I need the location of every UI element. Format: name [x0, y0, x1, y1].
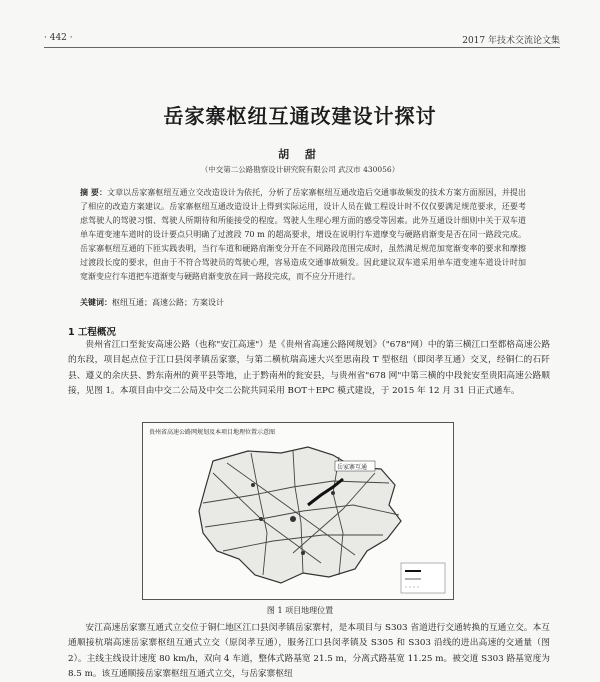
section-heading: 1 工程概况 [68, 327, 116, 338]
location-map-figure [142, 422, 454, 600]
route-label: 岳家寨互通 [337, 464, 368, 471]
article-title: 岳家寨枢纽互通改建设计探讨 [163, 104, 437, 128]
map-legend [401, 563, 445, 593]
abstract-label: 摘 要： [80, 188, 108, 197]
author-name: 胡 甜 [278, 148, 322, 161]
keywords-label: 关键词： [80, 297, 112, 307]
abstract-text: 文章以岳家寨枢纽互通立交改造设计为依托，分析了岳家寨枢纽互通改造后交通事故频发的技术方案方面原因，并提出了相应的改造方案建议。岳家寨枢纽互通改造设计上得到实际运用，设计人员在做工程设计时不仅仅要满足规范要求，还要考虑驾驶人的驾驶习惯、驾驶人所期待和所能接受的程度。驾驶人生理心理方面的感受等因素。此外互通设计细则中关于双车道单车道变速车道时的设计要点只明确了过渡段 70 m 的超高要求，增设在说明行车道摩变与硬路肩渐变是否在同一路段完成。岳家寨枢纽互通的下匝实践表明，当行车道和硬路肩渐变分开在不同路段范围完成时，虽然满足规范加宽渐变率的要求和摩擦过渡段长度的要求，但由于不符合驾驶员的驾驶心理，容易造成交通事故频发。因此建议双车道采用单车道变速车道设计时加宽渐变应行车道把车道渐变与硬路肩渐变放在同一路段完成，而不应分开进行。 [80, 188, 526, 281]
figure-caption: 图 1 项目地理位置 [266, 606, 334, 615]
province-map [143, 423, 453, 599]
body-paragraph: 贵州省江口至瓮安高速公路（也称"安江高速"）是《贵州省高速公路网规划》（"678"网）中的第三横江口至都格高速公路的东段，项目起点位于江口县闵孝镇岳家寨，与第二横杭瑞高速大兴至思南段 T 型枢纽（即闵孝互通）交叉，经铜仁的石阡县、遵义的余庆县、黔东南州的黄平县等地，止于黔南州的瓮安县，与贵州省"678 网"中第三横的中段瓮安至贵阳高速公路顺接，见图 1。本项目由中交二公局及中交二公院共同采用 BOT＋EPC 模式建设，于 2015 年 12 月 31 日正式通车。 [68, 340, 550, 396]
page-number: · 442 · [44, 33, 73, 43]
keywords-text: 枢纽互通；高速公路；方案设计 [112, 298, 224, 307]
keywords [80, 296, 526, 309]
page-header [44, 31, 560, 48]
abstract [80, 186, 526, 284]
map-title: 贵州省高速公路网规划及本项目地理位置示意图 [149, 429, 276, 436]
author-affiliation: （中交第二公路勘察设计研究院有限公司 武汉市 430056） [200, 165, 400, 174]
body-paragraph-2: 安江高速岳家寨互通式立交位于铜仁地区江口县闵孝镇岳家寨村，是本项目与 S303 省道进行交通转换的互通立交。本互通顺接杭瑞高速岳家寨枢纽互通式立交（原闵孝互通），服务江口县闵孝镇及 S305 和 S303 沿线的进出高速的交通量（图 2）。主线主线设计速度 80 km/h，双向 4 车道，整体式路基宽 21.5 m，分离式路基宽 11.25 m。被交道 S303 路基宽度为 8.5 m。该互通顺接岳家寨枢纽互通式立交，与岳家寨枢纽 [68, 623, 550, 679]
journal-name: 2017 年技术交流论文集 [462, 36, 560, 46]
